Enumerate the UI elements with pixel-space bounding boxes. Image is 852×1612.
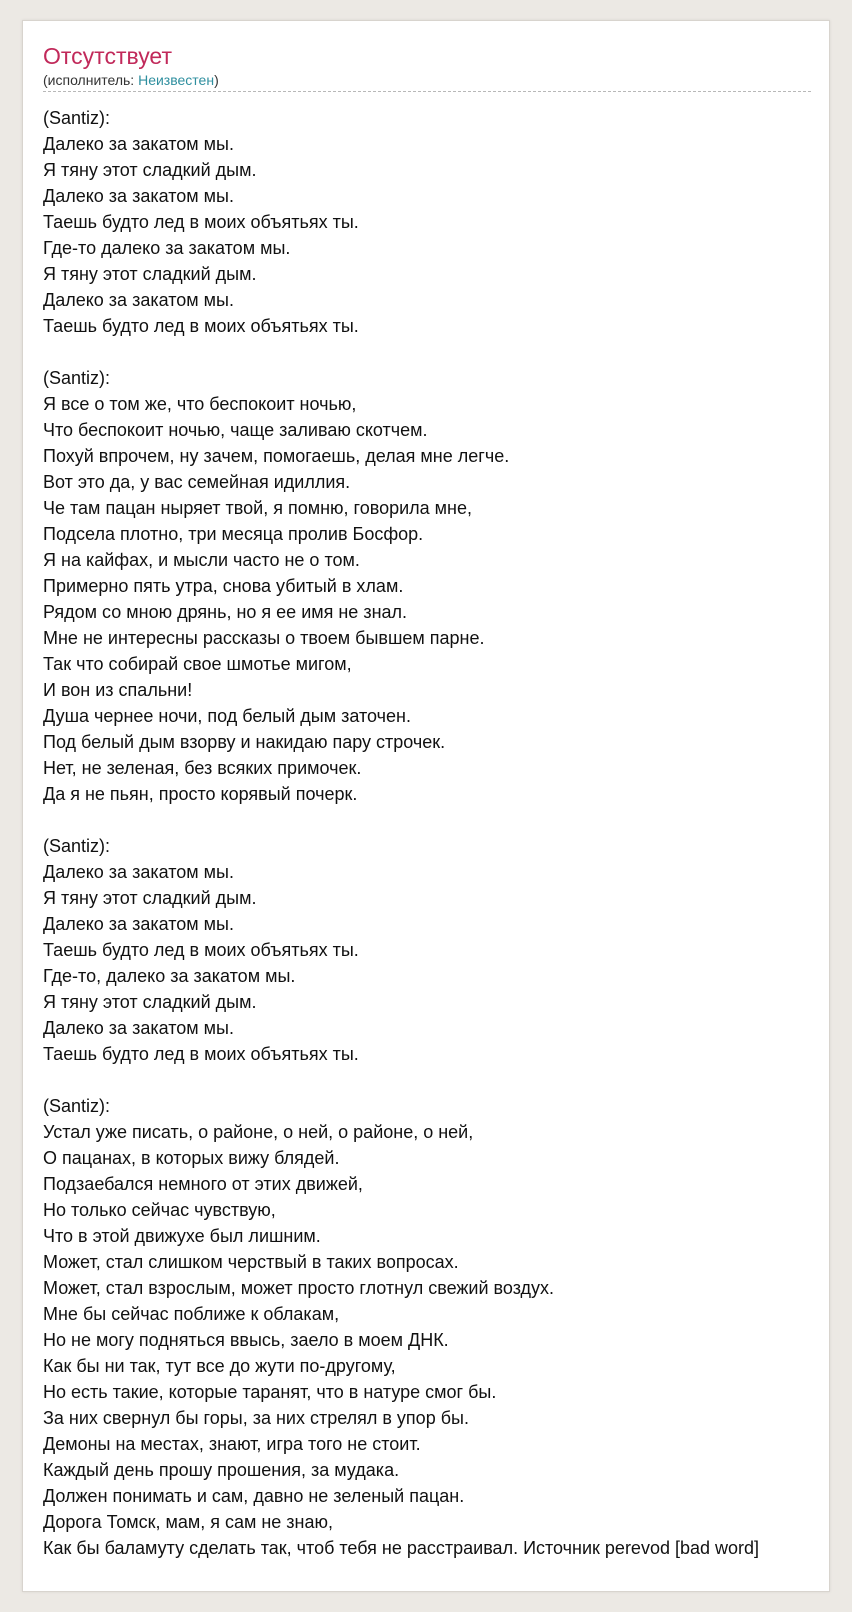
artist-suffix: ) — [214, 72, 219, 88]
lyric-line: Под белый дым взорву и накидаю пару строчек. — [43, 732, 446, 752]
lyric-line: Где-то, далеко за закатом мы. — [43, 966, 296, 986]
lyric-line: Я на кайфах, и мысли часто не о том. — [43, 550, 360, 570]
lyric-line: Я все о том же, что беспокоит ночью, — [43, 394, 357, 414]
lyric-line: Что в этой движухе был лишним. — [43, 1226, 321, 1246]
lyric-line: Таешь будто лед в моих объятьях ты. — [43, 940, 359, 960]
lyric-line: (Santiz): — [43, 108, 111, 128]
lyrics-verse — [43, 1093, 843, 1561]
lyrics-verse — [43, 833, 843, 1067]
lyric-line: Я тяну этот сладкий дым. — [43, 992, 257, 1012]
lyric-line: Далеко за закатом мы. — [43, 186, 234, 206]
lyric-line: Но только сейчас чувствую, — [43, 1200, 276, 1220]
lyric-line: Подсела плотно, три месяца пролив Босфор. — [43, 524, 424, 544]
lyric-line: Каждый день прошу прошения, за мудака. — [43, 1460, 400, 1480]
lyric-line: Я тяну этот сладкий дым. — [43, 264, 257, 284]
lyric-line: Нет, не зеленая, без всяких примочек. — [43, 758, 362, 778]
lyric-line: Подзаебался немного от этих движей, — [43, 1174, 363, 1194]
lyric-line: Таешь будто лед в моих объятьях ты. — [43, 1044, 359, 1064]
lyric-line: Душа чернее ночи, под белый дым заточен. — [43, 706, 411, 726]
lyric-line: Устал уже писать, о районе, о ней, о районе, о ней, — [43, 1122, 474, 1142]
lyric-line: Рядом со мною дрянь, но я ее имя не знал. — [43, 602, 408, 622]
lyric-line: Но есть такие, которые таранят, что в натуре смог бы. — [43, 1382, 497, 1402]
lyric-line: Может, стал слишком черствый в таких вопросах. — [43, 1252, 459, 1272]
lyric-line: Но не могу подняться ввысь, заело в моем ДНК. — [43, 1330, 449, 1350]
lyric-line: Вот это да, у вас семейная идиллия. — [43, 472, 351, 492]
lyric-line: О пацанах, в которых вижу блядей. — [43, 1148, 340, 1168]
lyric-line: Похуй впрочем, ну зачем, помогаешь, делая мне легче. — [43, 446, 510, 466]
lyric-line: Дорога Томск, мам, я сам не знаю, — [43, 1512, 334, 1532]
lyrics-verse — [43, 105, 843, 339]
lyric-line: Демоны на местах, знают, игра того не стоит. — [43, 1434, 421, 1454]
song-title: Отсутствует — [43, 43, 172, 69]
lyric-line: Так что собирай свое шмотье мигом, — [43, 654, 352, 674]
lyric-line: Должен понимать и сам, давно не зеленый пацан. — [43, 1486, 465, 1506]
lyric-line: Может, стал взрослым, может просто глотнул свежий воздух. — [43, 1278, 555, 1298]
lyric-line: (Santiz): — [43, 836, 111, 856]
lyric-line: За них свернул бы горы, за них стрелял в упор бы. — [43, 1408, 469, 1428]
lyric-line: Мне бы сейчас поближе к облакам, — [43, 1304, 340, 1324]
lyric-line: (Santiz): — [43, 368, 111, 388]
lyric-line: Что беспокоит ночью, чаще заливаю скотчем. — [43, 420, 428, 440]
lyric-line: Я тяну этот сладкий дым. — [43, 888, 257, 908]
lyrics-text — [43, 105, 843, 1587]
lyric-line: Где-то далеко за закатом мы. — [43, 238, 291, 258]
lyric-line: Таешь будто лед в моих объятьях ты. — [43, 316, 359, 336]
lyric-line: Примерно пять утра, снова убитый в хлам. — [43, 576, 404, 596]
lyric-line: Далеко за закатом мы. — [43, 290, 234, 310]
lyric-line: Далеко за закатом мы. — [43, 914, 234, 934]
lyric-line: Че там пацан ныряет твой, я помню, говорила мне, — [43, 498, 473, 518]
lyric-line: Как бы ни так, тут все до жути по-другому, — [43, 1356, 396, 1376]
artist-prefix: (исполнитель: — [43, 72, 139, 88]
lyric-line: Да я не пьян, просто корявый почерк. — [43, 784, 358, 804]
lyric-line: Я тяну этот сладкий дым. — [43, 160, 257, 180]
artist-line — [43, 72, 219, 88]
lyric-line: Далеко за закатом мы. — [43, 134, 234, 154]
lyric-line: Далеко за закатом мы. — [43, 862, 234, 882]
artist-link[interactable]: Неизвестен — [138, 72, 215, 88]
lyrics-verse — [43, 365, 843, 807]
lyric-line: Как бы баламуту сделать так, чтоб тебя не расстраивал. Источник perevod [bad word] — [43, 1538, 760, 1558]
lyric-line: Далеко за закатом мы. — [43, 1018, 234, 1038]
lyric-line: Мне не интересны рассказы о твоем бывшем парне. — [43, 628, 485, 648]
lyrics-card — [22, 20, 830, 1592]
lyric-line: (Santiz): — [43, 1096, 111, 1116]
title-divider — [43, 91, 811, 92]
lyric-line: Таешь будто лед в моих объятьях ты. — [43, 212, 359, 232]
lyric-line: И вон из спальни! — [43, 680, 193, 700]
